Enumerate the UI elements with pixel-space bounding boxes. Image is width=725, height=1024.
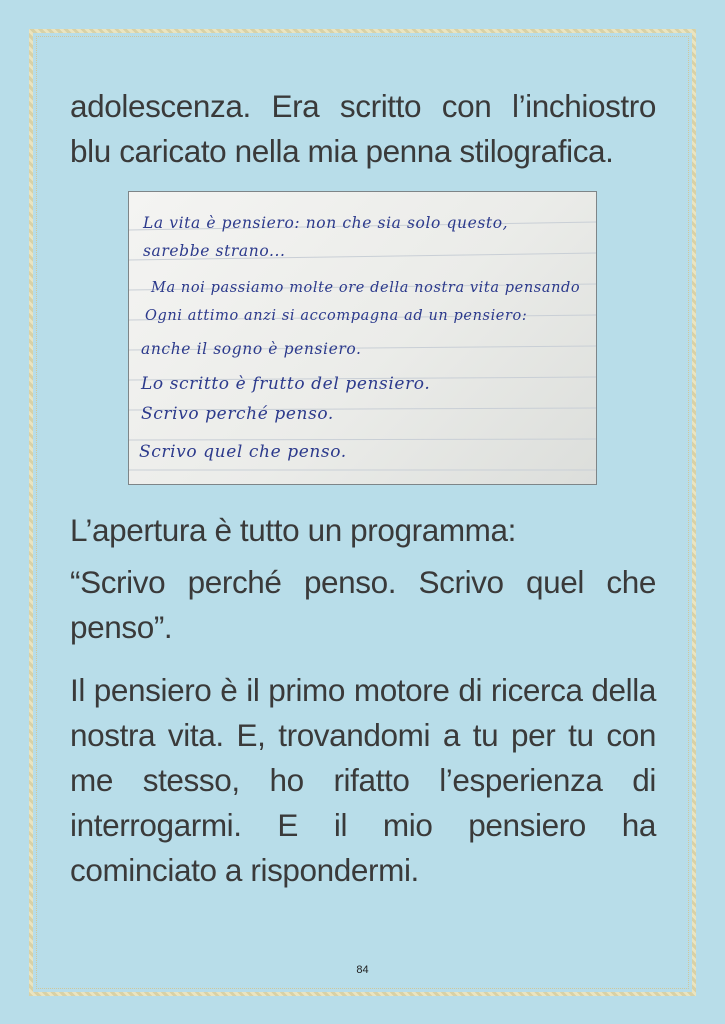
handwritten-line: Scrivo perché penso. [141, 404, 334, 424]
handwritten-line: Lo scritto è frutto del pensiero. [141, 374, 431, 394]
paragraph-quote: “Scrivo perché penso. Scrivo quel che penso”. [70, 564, 656, 645]
page-number: 84 [356, 964, 369, 976]
handwritten-line: Ogni attimo anzi si accompagna ad un pensiero: [145, 308, 528, 324]
handwritten-line: sarebbe strano... [143, 242, 286, 260]
handwritten-line: Scrivo quel che penso. [139, 442, 347, 462]
paragraph-opening: L’apertura è tutto un programma: [70, 512, 516, 548]
handwritten-line: La vita è pensiero: non che sia solo questo, [143, 214, 509, 232]
paragraph-intro: adolescenza. Era scritto con l’inchiostro blu caricato nella mia penna stilografica. [70, 88, 656, 169]
handwritten-line: Ma noi passiamo molte ore della nostra vita pensando [151, 280, 581, 296]
paragraph-thought: Il pensiero è il primo motore di ricerca della nostra vita. E, trovandomi a tu per tu con me stesso, ho rifatto l’esperienza di interrogarmi. E il mio pensiero ha cominciato a rispondermi. [70, 672, 656, 888]
handwritten-note-photo [128, 191, 597, 485]
handwritten-line: anche il sogno è pensiero. [141, 340, 362, 358]
